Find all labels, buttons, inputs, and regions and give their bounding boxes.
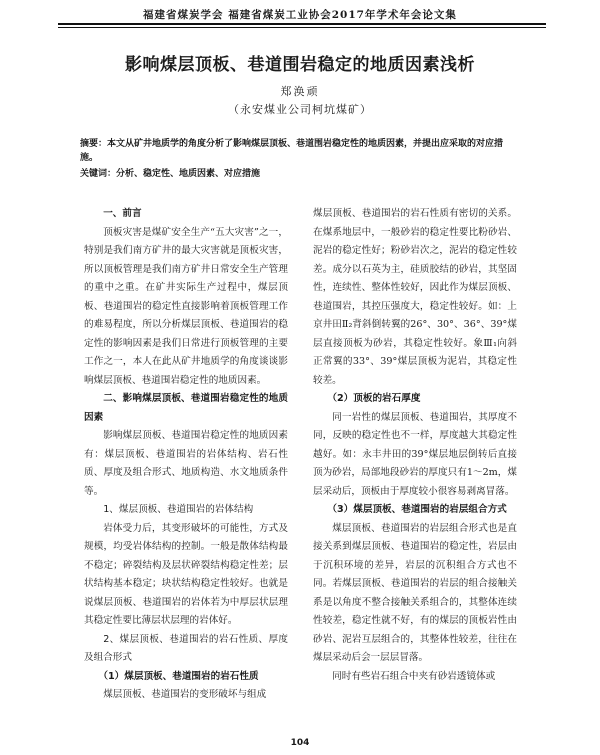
header-rule-thin [58,27,546,28]
author-name: 郑涣顽 [280,85,320,98]
subsubsection-heading-thickness: （2）顶板的岩石厚度 [327,393,421,404]
paragraph: 煤层顶板、巷道围岩的岩石性质有密切的关系。在煤系地层中，一般砂岩的稳定性要比粉砂岩、泥岩的稳定性好；粉砂岩次之，泥岩的稳定性较差。成分以石英为主，硅质胶结的砂岩，其坚固性，连续性、整体性较好，因此作为煤层顶板、巷道围岩，其控压强度大，稳定性较好。如：上京井田Ⅱ₂背斜倒转翼的26°、30°、36°、39°煤层直接顶板为砂岩，其稳定性较好。象Ⅲ₁向斜正常翼的33°、39°煤层顶板为泥岩，其稳定性较差。 [313,208,517,386]
paper-title: 影响煤层顶板、巷道围岩稳定的地质因素浅析 [125,55,475,75]
right-column [313,205,517,686]
paragraph: 同时有些岩石组合中夹有砂岩透镜体或 [332,670,496,682]
abstract [80,137,520,165]
subsection-heading-rock-properties: 2、煤层顶板、巷道围岩的岩石性质、厚度及组合形式 [84,633,288,663]
keywords-text: 分析、稳定性、地质因素、对应措施 [116,169,261,179]
paragraph: 煤层顶板、巷道围岩的变形破坏与组成 [103,689,267,700]
section-heading-introduction: 一、前言 [103,208,142,219]
running-header: 福建省煤炭学会 福建省煤炭工业协会2017年学术年会论文集 [143,9,457,21]
keywords [80,167,520,181]
paragraph: 同一岩性的煤层顶板、巷道围岩，其厚度不同，反映的稳定性也不一样，厚度越大其稳定性越好。如：永丰井田的39°煤层地层倒转后直接顶为砂岩，局部地段砂岩的厚度只有1～2m，煤层采动后，顶板由于厚度较小很容易剥离冒落。 [313,411,517,497]
paragraph: 顶板灾害是煤矿安全生产“五大灾害”之一，特别是我们南方矿井的最大灾害就是顶板灾害，所以顶板管理是我们南方矿井日常安全生产管理的重中之重。在矿井实际生产过程中，煤层顶板、巷道围岩的稳定性直接影响着顶板管理工作的难易程度，所以分析煤层顶板、巷道围岩的稳定性的影响因素是我们日常进行顶板管理的主要工作之一，本人在此从矿井地质学的角度谈谈影响煤层顶板、巷道围岩稳定性的地质因素。 [84,226,288,386]
paragraph: 岩体受力后，其变形破坏的可能性，方式及规模，均受岩体结构的控制。一般是散体结构最不稳定；碎裂结构及层状碎裂结构稳定性差；层状结构基本稳定；块状结构稳定性较好。也就是说煤层顶板、巷道围岩的岩体若为中厚层状层理其稳定性要比薄层状层理的岩体好。 [84,522,288,626]
abstract-label: 摘要： [80,139,108,149]
left-column [84,205,288,705]
header-rule [58,23,546,25]
author-affiliation: （永安煤业公司柯坑煤矿） [228,103,372,116]
abstract-text: 本文从矿井地质学的角度分析了影响煤层顶板、巷道围岩稳定性的地质因素，并提出应采取的对应措施。 [80,139,504,163]
subsection-heading-rock-structure: 1、煤层顶板、巷道围岩的岩体结构 [103,504,254,515]
section-heading-geological-factors: 二、影响煤层顶板、巷道围岩稳定性的地质因素 [84,393,288,423]
paragraph: 煤层顶板、巷道围岩的岩层组合形式也是直接关系到煤层顶板、巷道围岩的稳定性，岩层由于沉积环境的差异，岩层的沉积组合方式也不同。若煤层顶板、巷道围岩的岩层的组合接触关系是以角度不整合接触关系组合的，其整体连续性较差，稳定性就不好，有的煤层的顶板岩性由砂岩、泥岩互层组合的，其整体性较差，往往在煤层采动后会一层层冒落。 [313,522,517,663]
subsubsection-heading-combination: （3）煤层顶板、巷道围岩的岩层组合方式 [327,504,507,515]
paragraph: 影响煤层顶板、巷道围岩稳定性的地质因素有：煤层顶板、巷道围岩的岩体结构、岩石性质、厚度及组合形式、地质构造、水文地质条件等。 [84,430,288,497]
keywords-label: 关键词： [80,169,117,179]
abstract-block [80,137,520,181]
subsubsection-heading-rock-nature: （1）煤层顶板、巷道围岩的岩石性质 [98,670,259,682]
page-number: 104 [290,738,310,748]
